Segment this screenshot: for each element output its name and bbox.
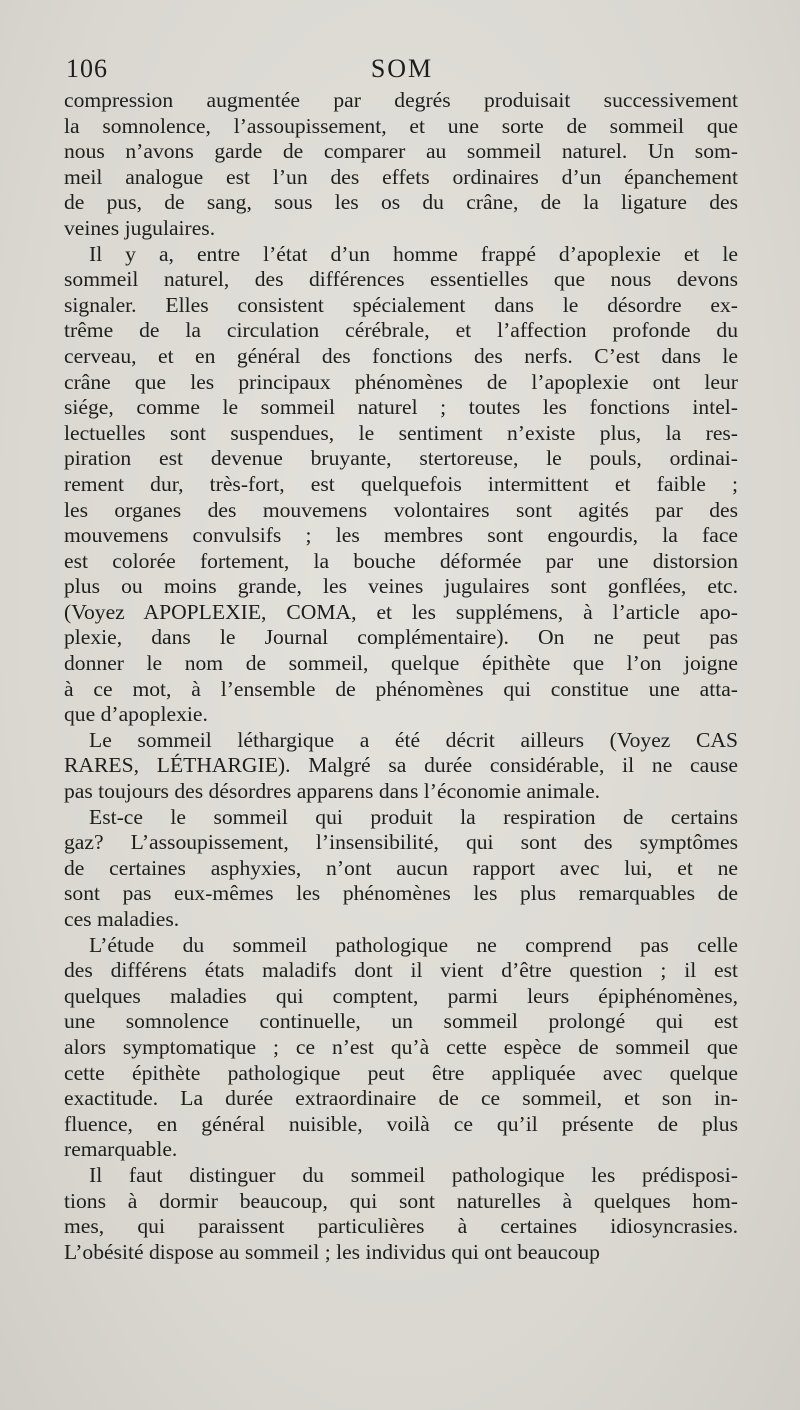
paragraph [64, 728, 738, 805]
text-line: des différens états maladifs dont il vient d’être question ; il est [64, 958, 738, 983]
text-line: Il faut distinguer du sommeil pathologique les prédisposi- [89, 1162, 738, 1187]
text-line: Le sommeil léthargique a été décrit ailleurs (Voyez CAS [89, 727, 738, 752]
text-line: la somnolence, l’assoupissement, et une sorte de sommeil que [64, 113, 738, 138]
text-line: pas toujours des désordres apparens dans l’économie animale. [64, 779, 601, 804]
text-line: L’obésité dispose au sommeil ; les individus qui ont beaucoup [64, 1239, 600, 1264]
page-header [66, 54, 738, 88]
text-line: une somnolence continuelle, un sommeil prolongé qui est [64, 1009, 738, 1034]
body-text [64, 88, 738, 1265]
text-line: crâne que les principaux phénomènes de l’apoplexie ont leur [64, 369, 738, 394]
text-line: de certaines asphyxies, n’ont aucun rapport avec lui, et ne [64, 855, 738, 880]
text-line: gaz? L’assoupissement, l’insensibilité, qui sont des symptômes [64, 830, 738, 855]
text-line: ces maladies. [64, 907, 180, 931]
text-line: fluence, en général nuisible, voilà ce qu’il présente de plus [64, 1111, 738, 1136]
text-line: sommeil naturel, des différences essentielles que nous devons [64, 267, 738, 292]
text-line: cerveau, et en général des fonctions des nerfs. C’est dans le [64, 343, 738, 368]
text-line: compression augmentée par degrés produisait successivement [64, 88, 738, 112]
text-line: siége, comme le sommeil naturel ; toutes les fonctions intel- [64, 395, 738, 420]
text-line: tions à dormir beaucoup, qui sont naturelles à quelques hom- [64, 1188, 738, 1213]
text-line: quelques maladies qui comptent, parmi leurs épiphénomènes, [64, 983, 738, 1008]
text-line: que d’apoplexie. [64, 702, 208, 727]
text-line: veines jugulaires. [64, 215, 216, 240]
text-line: meil analogue est l’un des effets ordinaires d’un épanchement [64, 164, 738, 189]
text-line: exactitude. La durée extraordinaire de ce sommeil, et son in- [64, 1086, 738, 1111]
text-line: (Voyez APOPLEXIE, COMA, et les supplémens, à l’article apo- [64, 599, 738, 624]
paragraph [64, 933, 738, 1163]
text-line: à ce mot, à l’ensemble de phénomènes qui constitue une atta- [64, 676, 738, 701]
text-line: RARES, LÉTHARGIE). Malgré sa durée considérable, il ne cause [64, 753, 738, 778]
paragraph [64, 1163, 738, 1265]
text-line: mes, qui paraissent particulières à certaines idiosyncrasies. [64, 1214, 738, 1239]
text-line: de pus, de sang, sous les os du crâne, de la ligature des [64, 190, 738, 215]
text-line: lectuelles sont suspendues, le sentiment n’existe plus, la res- [64, 420, 738, 445]
paragraph [64, 88, 738, 242]
text-line: plexie, dans le Journal complémentaire). On ne peut pas [64, 625, 738, 650]
text-line: plus ou moins grande, les veines jugulaires sont gonflées, etc. [64, 574, 738, 599]
running-head: SOM [370, 54, 434, 83]
text-line: alors symptomatique ; ce n’est qu’à cette espèce de sommeil que [64, 1034, 738, 1059]
text-line: est colorée fortement, la bouche déformée par une distorsion [64, 548, 738, 573]
text-line: donner le nom de sommeil, quelque épithète que l’on joigne [64, 651, 738, 676]
text-line: les organes des mouvemens volontaires sont agités par des [64, 497, 738, 522]
text-line: nous n’avons garde de comparer au sommeil naturel. Un som- [64, 139, 738, 164]
text-line: trême de la circulation cérébrale, et l’affection profonde du [64, 318, 738, 343]
text-line: signaler. Elles consistent spécialement dans le désordre ex- [64, 292, 738, 317]
paragraph [64, 805, 738, 933]
text-line: cette épithète pathologique peut être appliquée avec quelque [64, 1060, 738, 1085]
text-line: rement dur, très-fort, est quelquefois intermittent et faible ; [64, 471, 738, 496]
paragraph [64, 242, 738, 728]
text-line: Est-ce le sommeil qui produit la respiration de certains [89, 804, 738, 829]
text-line: sont pas eux-mêmes les phénomènes les plus remarquables de [64, 881, 738, 906]
text-line: remarquable. [64, 1137, 178, 1162]
text-line: L’étude du sommeil pathologique ne comprend pas celle [89, 932, 738, 957]
text-line: mouvemens convulsifs ; les membres sont engourdis, la face [64, 523, 738, 548]
text-line: Il y a, entre l’état d’un homme frappé d’apoplexie et le [89, 241, 738, 266]
page-number: 106 [66, 54, 108, 83]
text-line: piration est devenue bruyante, stertoreuse, le pouls, ordinai- [64, 446, 738, 471]
